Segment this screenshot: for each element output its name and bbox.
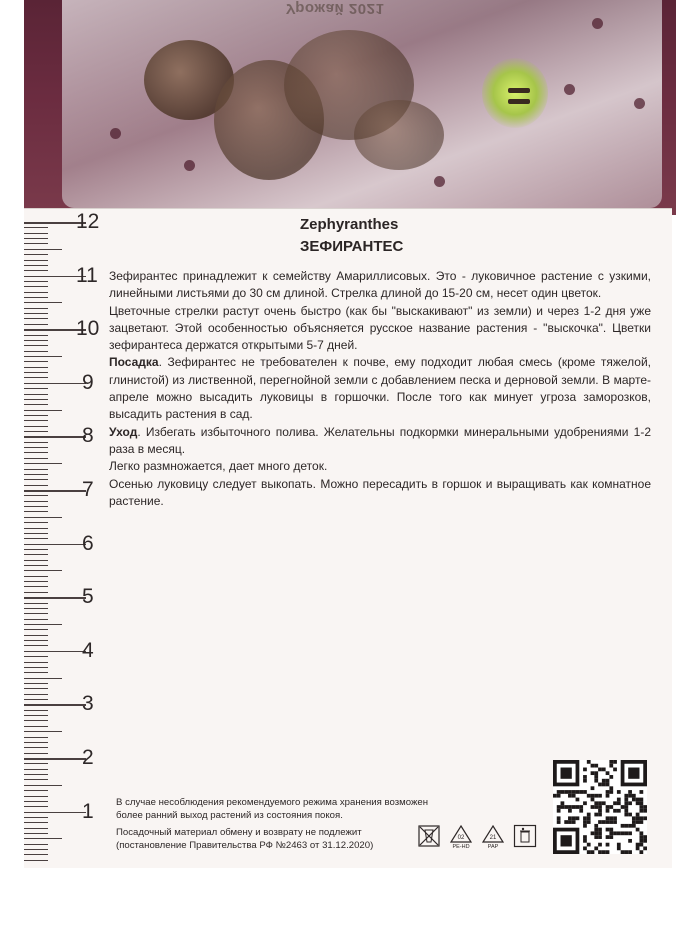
ruler-tick xyxy=(24,318,48,319)
green-tag xyxy=(482,58,548,128)
ruler-tick xyxy=(24,774,48,775)
recycle-icon xyxy=(481,824,505,850)
ruler-number: 6 xyxy=(82,531,94,555)
ruler-tick xyxy=(24,442,48,443)
planting-label: Посадка xyxy=(109,355,159,370)
bulb-image xyxy=(354,100,444,170)
ruler-tick xyxy=(24,581,48,582)
ruler-tick xyxy=(24,704,86,706)
ruler-tick xyxy=(24,313,48,314)
ruler-tick xyxy=(24,645,48,646)
ruler-tick xyxy=(24,351,48,352)
ruler-tick xyxy=(24,715,48,716)
ruler-tick xyxy=(24,619,48,620)
ruler-tick xyxy=(24,629,48,630)
ruler-tick xyxy=(24,570,62,571)
recycle-code: 21 xyxy=(489,835,497,841)
qr-code xyxy=(553,760,647,854)
ruler-tick xyxy=(24,281,48,282)
ruler-tick xyxy=(24,243,48,244)
ruler-tick xyxy=(24,640,48,641)
ruler-tick xyxy=(24,844,48,845)
ruler-tick xyxy=(24,254,48,255)
ruler-tick xyxy=(24,485,48,486)
recycle-icon xyxy=(449,824,473,850)
ruler-tick xyxy=(24,624,62,625)
ruler-tick xyxy=(24,415,48,416)
perforation xyxy=(634,98,645,109)
ruler-tick xyxy=(24,806,48,807)
no-glass-fork-icon xyxy=(417,824,441,850)
ruler-number: 9 xyxy=(82,370,94,394)
ruler-tick xyxy=(24,458,48,459)
ruler-tick xyxy=(24,511,48,512)
ruler-tick xyxy=(24,779,48,780)
recycle-label: PE-HD xyxy=(452,844,470,850)
ruler xyxy=(24,208,104,868)
ruler-tick xyxy=(24,431,48,432)
ruler-tick xyxy=(24,345,48,346)
ruler-tick xyxy=(24,356,62,357)
ruler-tick xyxy=(24,828,48,829)
ruler-number: 7 xyxy=(82,478,94,501)
ruler-tick xyxy=(24,597,86,599)
bottom-strip xyxy=(24,868,672,933)
perforation xyxy=(434,176,445,187)
ruler-tick xyxy=(24,796,48,797)
recycle-code: 02 xyxy=(457,835,465,841)
ruler-tick xyxy=(24,785,62,786)
ruler-tick xyxy=(24,608,48,609)
description xyxy=(109,268,651,510)
ruler-tick xyxy=(24,758,86,760)
ruler-tick xyxy=(24,694,48,695)
ruler-tick xyxy=(24,662,48,663)
ruler-tick xyxy=(24,501,48,502)
ruler-tick xyxy=(24,533,48,534)
perforation xyxy=(184,160,195,171)
paragraph-care xyxy=(109,424,651,459)
ruler-tick xyxy=(24,410,62,411)
paragraph: Осенью луковицу следует выкопать. Можно пересадить в горшок и выращивать как комнатное растение. xyxy=(109,476,651,508)
ruler-tick xyxy=(24,613,48,614)
ruler-tick xyxy=(24,651,86,653)
ruler-tick xyxy=(24,324,48,325)
perforation xyxy=(592,18,603,29)
ruler-number: 10 xyxy=(76,317,100,341)
ruler-tick xyxy=(24,517,62,518)
ruler-tick xyxy=(24,335,48,336)
ruler-tick xyxy=(24,302,62,303)
return-note: Посадочный материал обмену и возврату не подлежит (постановление Правительства РФ №2463 от 31.12.2020) xyxy=(116,827,374,851)
ruler-number: 4 xyxy=(82,638,94,662)
ruler-tick xyxy=(24,265,48,266)
perforation xyxy=(110,128,121,139)
tag-band xyxy=(508,88,530,93)
mirrored-label: Урожай 2021 xyxy=(286,0,385,17)
care-label: Уход xyxy=(109,424,138,439)
ruler-tick xyxy=(24,383,86,385)
ruler-tick xyxy=(24,436,86,438)
ruler-tick xyxy=(24,560,48,561)
ruler-tick xyxy=(24,490,86,492)
tag-band xyxy=(508,99,530,104)
paragraph-planting xyxy=(109,354,651,423)
ruler-tick xyxy=(24,522,48,523)
ruler-tick xyxy=(24,753,48,754)
ruler-tick xyxy=(24,656,48,657)
ruler-tick xyxy=(24,737,48,738)
ruler-tick xyxy=(24,388,48,389)
paragraph: Зефирантес принадлежит к семейству Амариллисовых. Это - луковичное растение с узкими, линейными листьями до 30 см длиной. Стрелка длиной до 15-20 см, несет один цветок. xyxy=(109,269,651,301)
ruler-tick xyxy=(24,817,48,818)
ruler-tick xyxy=(24,592,48,593)
ruler-tick xyxy=(24,270,48,271)
title-latin: Zephyranthes xyxy=(300,216,399,233)
ruler-tick xyxy=(24,469,48,470)
ruler-tick xyxy=(24,308,48,309)
ruler-tick xyxy=(24,710,48,711)
ruler-tick xyxy=(24,528,48,529)
ruler-tick xyxy=(24,447,48,448)
ruler-tick xyxy=(24,672,48,673)
ruler-number: 5 xyxy=(82,585,94,609)
paragraph: Легко размножается, дает много деток. xyxy=(109,459,328,474)
recycle-label: PAP xyxy=(487,844,499,850)
ruler-tick xyxy=(24,372,48,373)
ruler-tick xyxy=(24,233,48,234)
ruler-tick xyxy=(24,399,48,400)
ruler-tick xyxy=(24,731,62,732)
ruler-tick xyxy=(24,544,86,546)
ruler-tick xyxy=(24,586,48,587)
ruler-tick xyxy=(24,506,48,507)
ruler-tick xyxy=(24,720,48,721)
care-text: . Избегать избыточного полива. Желательны подкормки минеральными удобрениями 1-2 раза в месяц. xyxy=(109,424,651,456)
ruler-tick xyxy=(24,549,48,550)
packaging-symbols xyxy=(417,824,537,850)
ruler-tick xyxy=(24,860,48,861)
ruler-tick xyxy=(24,854,48,855)
ruler-tick xyxy=(24,790,48,791)
ruler-tick xyxy=(24,726,48,727)
bag-top xyxy=(24,0,676,215)
paragraph: Цветочные стрелки растут очень быстро (как бы "выскакивают" из земли) и через 1-2 дня уже зацветают. Этой особенностью объясняется русское название растения - "выскочка". Цветки зефирантеса держатся открытыми 5-7 дней. xyxy=(109,303,651,353)
ruler-tick xyxy=(24,667,48,668)
ruler-tick xyxy=(24,367,48,368)
ruler-tick xyxy=(24,683,48,684)
ruler-tick xyxy=(24,812,86,814)
ruler-tick xyxy=(24,849,48,850)
ruler-tick xyxy=(24,249,62,250)
ruler-tick xyxy=(24,838,62,839)
ruler-tick xyxy=(24,801,48,802)
ruler-tick xyxy=(24,763,48,764)
ruler-number: 12 xyxy=(76,210,100,233)
ruler-tick xyxy=(24,678,62,679)
trash-bin-icon xyxy=(513,824,537,850)
planting-text: . Зефирантес не требователен к почве, ему подходит любая смесь (кроме тяжелой, глинистой) из лиственной, перегнойной земли с добавлением песка и дерновой земли. В марте-апреле можно высадить луковицы в горшочки. После того как минует угроза заморозков, высадить растения в сад. xyxy=(109,355,651,422)
ruler-tick xyxy=(24,479,48,480)
ruler-tick xyxy=(24,474,48,475)
storage-note: В случае несоблюдения рекомендуемого режима хранения возможен более ранний выход растений из состояния покоя. xyxy=(116,797,428,821)
ruler-number: 8 xyxy=(82,424,94,448)
ruler-tick xyxy=(24,377,48,378)
ruler-tick xyxy=(24,576,48,577)
ruler-tick xyxy=(24,603,48,604)
ruler-tick xyxy=(24,742,48,743)
ruler-tick xyxy=(24,452,48,453)
ruler-tick xyxy=(24,463,62,464)
ruler-tick xyxy=(24,769,48,770)
ruler-tick xyxy=(24,361,48,362)
ruler-number: 11 xyxy=(76,263,98,287)
ruler-tick xyxy=(24,404,48,405)
ruler-number: 2 xyxy=(82,746,94,769)
ruler-tick xyxy=(24,635,48,636)
ruler-tick xyxy=(24,699,48,700)
ruler-tick xyxy=(24,238,48,239)
ruler-tick xyxy=(24,420,48,421)
ruler-tick xyxy=(24,340,48,341)
ruler-tick xyxy=(24,426,48,427)
ruler-tick xyxy=(24,297,48,298)
perforation xyxy=(564,84,575,95)
ruler-tick xyxy=(24,833,48,834)
ruler-tick xyxy=(24,227,48,228)
ruler-tick xyxy=(24,394,48,395)
ruler-tick xyxy=(24,565,48,566)
ruler-tick xyxy=(24,286,48,287)
ruler-tick xyxy=(24,554,48,555)
title-russian: ЗЕФИРАНТЕС xyxy=(300,238,404,255)
ruler-tick xyxy=(24,688,48,689)
ruler-tick xyxy=(24,260,48,261)
ruler-number: 1 xyxy=(82,799,94,823)
ruler-tick xyxy=(24,747,48,748)
ruler-tick xyxy=(24,495,48,496)
ruler-tick xyxy=(24,822,48,823)
ruler-tick xyxy=(24,538,48,539)
ruler-number: 3 xyxy=(82,692,94,716)
ruler-tick xyxy=(24,292,48,293)
